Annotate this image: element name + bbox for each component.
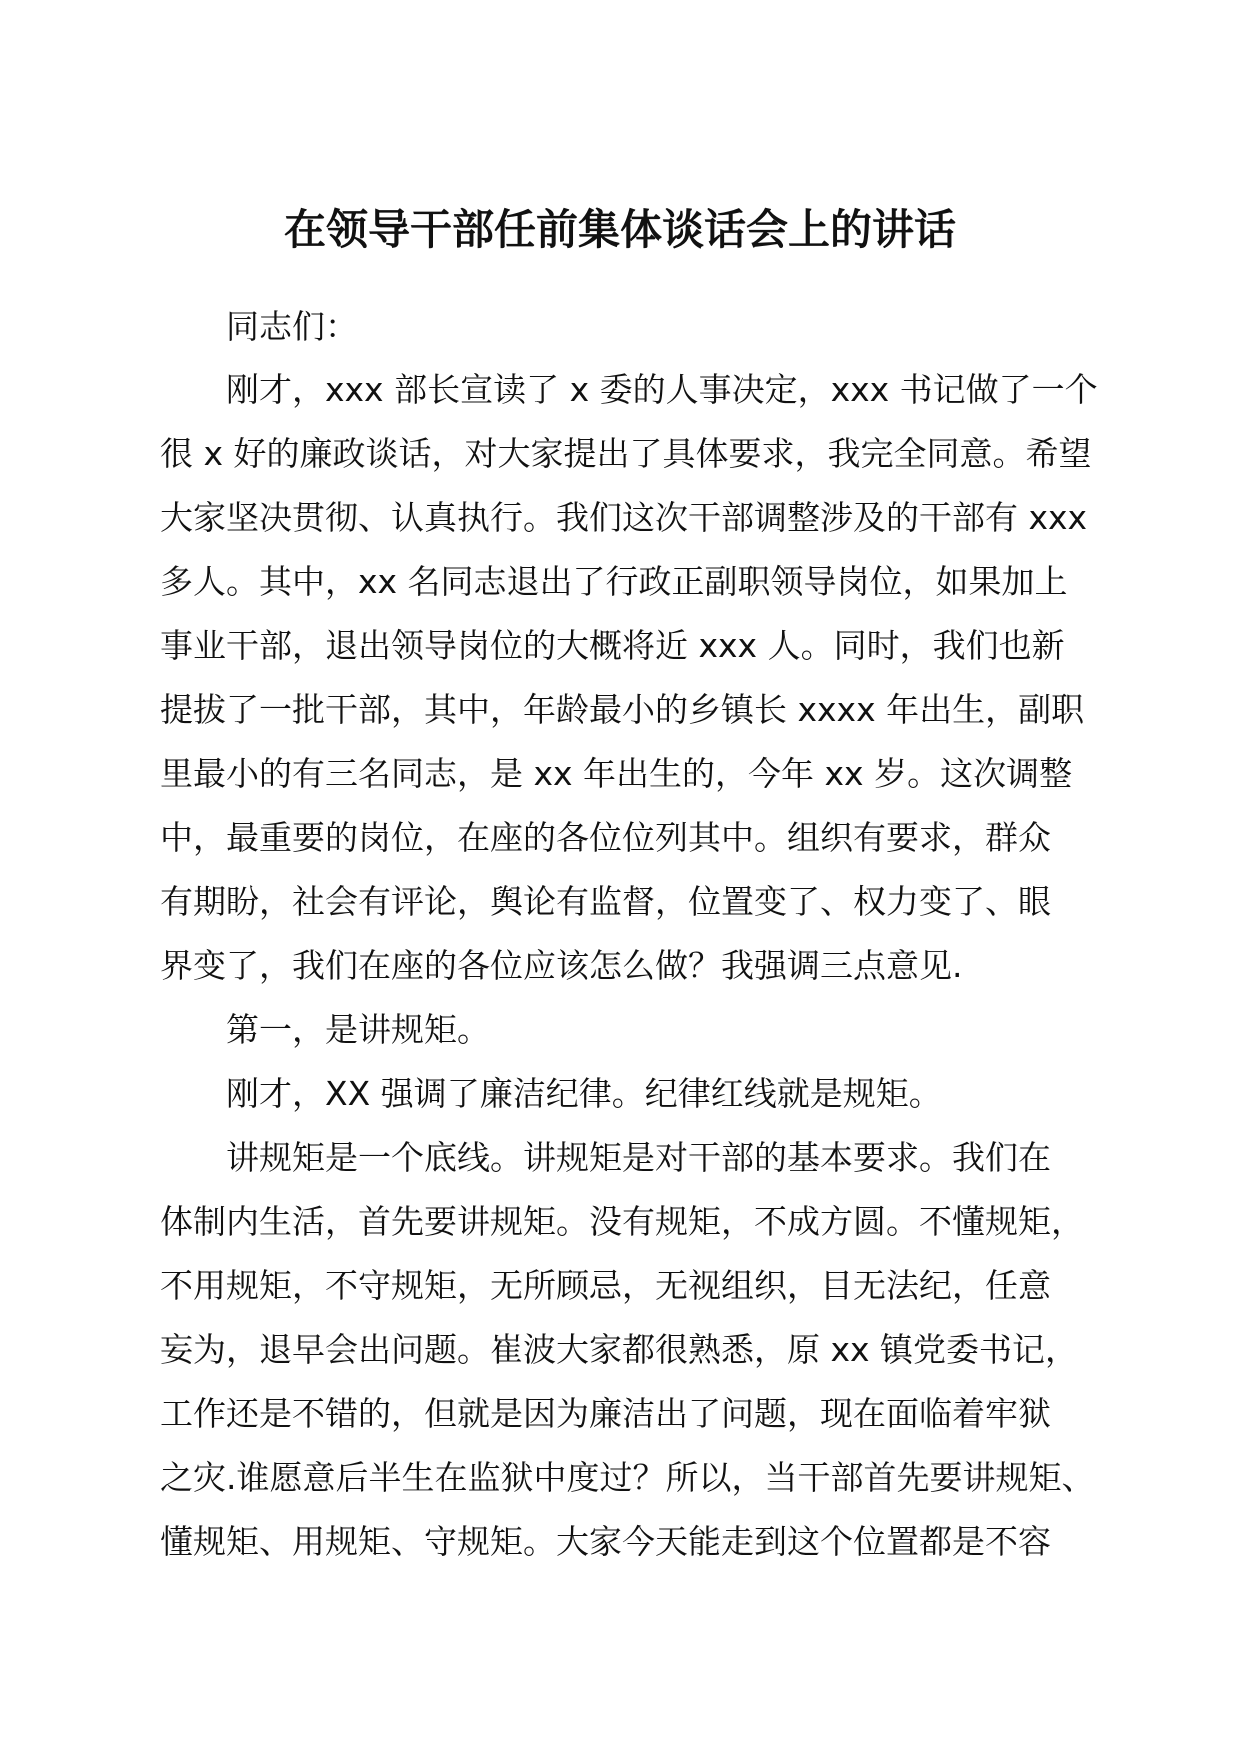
paragraph-line: 大家坚决贯彻、认真执行。我们这次干部调整涉及的干部有 xxx (160, 498, 1088, 537)
paragraph-line: 中，最重要的岗位，在座的各位位列其中。组织有要求，群众 (160, 818, 1051, 857)
paragraph-line: 刚才，XX 强调了廉洁纪律。纪律红线就是规矩。 (226, 1074, 942, 1113)
salutation-line: 同志们： (226, 307, 358, 346)
paragraph-line: 事业干部，退出领导岗位的大概将近 xxx 人。同时，我们也新 (160, 626, 1065, 665)
document-title: 在领导干部任前集体谈话会上的讲话 (283, 205, 956, 254)
paragraph-line: 不用规矩，不守规矩，无所顾忌，无视组织，目无法纪，任意 (160, 1266, 1051, 1305)
paragraph-line: 工作还是不错的，但就是因为廉洁出了问题，现在面临着牢狱 (160, 1394, 1051, 1433)
paragraph-line: 界变了，我们在座的各位应该怎么做？我强调三点意见. (160, 946, 963, 985)
paragraph-line: 有期盼，社会有评论，舆论有监督，位置变了、权力变了、眼 (160, 882, 1051, 921)
paragraph-line: 很 x 好的廉政谈话，对大家提出了具体要求，我完全同意。希望 (160, 434, 1092, 473)
paragraph-line: 里最小的有三名同志，是 xx 年出生的，今年 xx 岁。这次调整 (160, 754, 1073, 793)
paragraph-line: 体制内生活，首先要讲规矩。没有规矩，不成方圆。不懂规矩， (160, 1202, 1084, 1241)
paragraph-line: 妄为，退早会出问题。崔波大家都很熟悉，原 xx 镇党委书记， (160, 1330, 1079, 1369)
paragraph-line: 多人。其中，xx 名同志退出了行政正副职领导岗位，如果加上 (160, 562, 1068, 601)
paragraph-line: 懂规矩、用规矩、守规矩。大家今天能走到这个位置都是不容 (160, 1522, 1051, 1561)
paragraph-line: 讲规矩是一个底线。讲规矩是对干部的基本要求。我们在 (226, 1138, 1051, 1177)
paragraph-line: 提拔了一批干部，其中，年龄最小的乡镇长 xxxx 年出生，副职 (160, 690, 1085, 729)
paragraph-line: 之灾.谁愿意后半生在监狱中度过？所以，当干部首先要讲规矩、 (160, 1458, 1095, 1497)
paragraph-line: 刚才，xxx 部长宣读了 x 委的人事决定，xxx 书记做了一个 (226, 370, 1098, 409)
section-heading: 第一，是讲规矩。 (226, 1010, 490, 1049)
